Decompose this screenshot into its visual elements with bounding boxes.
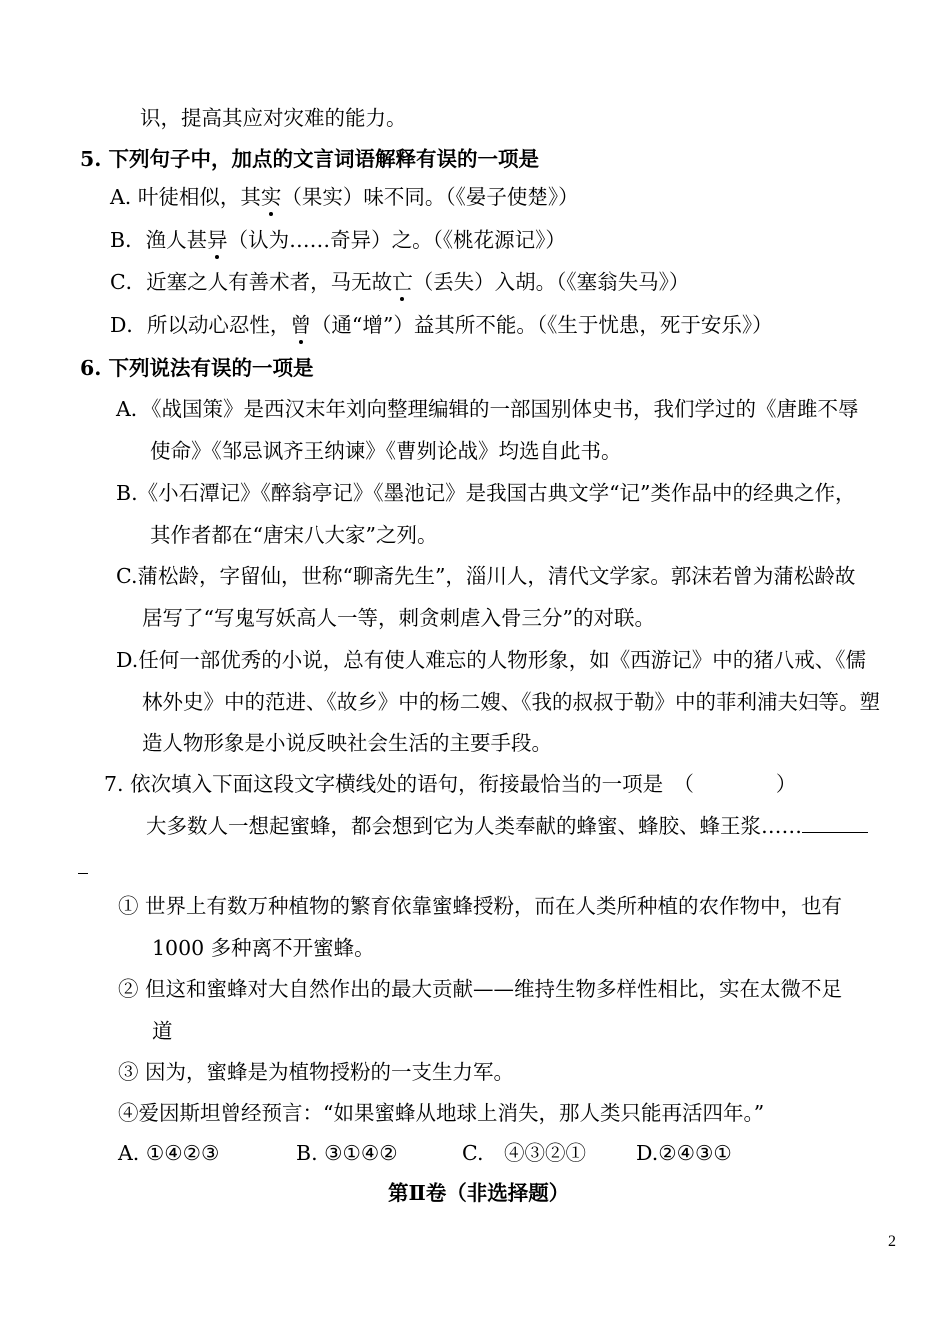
q6-option-c-line1: C.蒲松龄，字留仙，世称“聊斋先生”，淄川人，清代文学家。郭沫若曾为蒲松龄故 [116, 564, 856, 588]
emphasis-dot-char: 曾 [290, 313, 311, 337]
sentence-2-line2: 道 [152, 1019, 173, 1043]
q6-option-a-line1: A．《战国策》是西汉末年刘向整理编辑的一部国别体史书，我们学过的《唐雎不辱 [116, 397, 859, 421]
q7-option-d: D.②④③① [636, 1141, 732, 1165]
q5-option-d: D．所以动心忍性，曾（通“增”）益其所不能。（《生于忧患，死于安乐》） [110, 313, 773, 337]
emphasis-dot-char: 异 [207, 228, 228, 252]
q7-option-c: C. ④③②① [462, 1141, 586, 1165]
q7-option-b: B. ③①④② [296, 1141, 398, 1165]
sentence-4: ④爱因斯坦曾经预言：“如果蜜蜂从地球上消失，那人类只能再活四年。” [118, 1101, 765, 1125]
emphasis-dot-char: 亡 [392, 270, 413, 294]
sentence-3: ③ 因为，蜜蜂是为植物授粉的一支生力军。 [118, 1060, 515, 1084]
q6-option-a-line2: 使命》《邹忌讽齐王纳谏》《曹刿论战》均选自此书。 [150, 439, 622, 463]
q6-option-b-line2: 其作者都在“唐宋八大家”之列。 [150, 523, 438, 547]
q6-option-d-line2: 林外史》中的范进、《故乡》中的杨二嫂、《我的叔叔于勒》中的菲利浦夫妇等。塑 [142, 690, 880, 714]
sentence-2-line1: ② 但这和蜜蜂对大自然作出的最大贡献——维持生物多样性相比，实在太微不足 [118, 977, 843, 1001]
answer-blank [802, 812, 868, 833]
page-number: 2 [888, 1233, 896, 1250]
q6-option-b-line1: B.《小石潭记》《醉翁亭记》《墨池记》是我国古典文学“记”类作品中的经典之作， [116, 481, 856, 505]
q5-option-a: A. 叶徒相似，其实（果实）味不同。（《晏子使楚》） [110, 185, 579, 209]
continuation-line: 识，提高其应对灾难的能力。 [140, 106, 407, 130]
section-heading: 第Ⅱ卷（非选择题） [388, 1181, 570, 1205]
q5-option-c: C．近塞之人有善术者，马无故亡（丢失）入胡。（《塞翁失马》） [110, 270, 690, 294]
question-6-stem: 6. 下列说法有误的一项是 [80, 356, 314, 380]
sentence-1-line2: 1000 多种离不开蜜蜂。 [152, 936, 375, 960]
q5-option-b: B．渔人甚异（认为……奇异）之。（《桃花源记》） [110, 228, 566, 252]
q6-option-c-line2: 居写了“写鬼写妖高人一等，刺贪刺虐入骨三分”的对联。 [142, 606, 655, 630]
q6-option-d-line3: 造人物形象是小说反映社会生活的主要手段。 [142, 731, 552, 755]
q6-option-d-line1: D.任何一部优秀的小说，总有使人难忘的人物形象，如《西游记》中的猪八戒、《儒 [116, 648, 866, 672]
question-5-stem: 5. 下列句子中，加点的文言词语解释有误的一项是 [80, 147, 540, 171]
q7-passage: 大多数人一想起蜜蜂，都会想到它为人类奉献的蜂蜜、蜂胶、蜂王浆…… [146, 812, 868, 839]
answer-blank-continuation [78, 873, 88, 874]
q7-option-a: A. ①④②③ [118, 1141, 220, 1165]
sentence-1-line1: ① 世界上有数万种植物的繁育依靠蜜蜂授粉，而在人类所种植的农作物中，也有 [118, 894, 843, 918]
emphasis-dot-char: 实 [260, 185, 282, 209]
question-7-stem: 7. 依次填入下面这段文字横线处的语句，衔接最恰当的一项是 （ ） [104, 772, 797, 796]
